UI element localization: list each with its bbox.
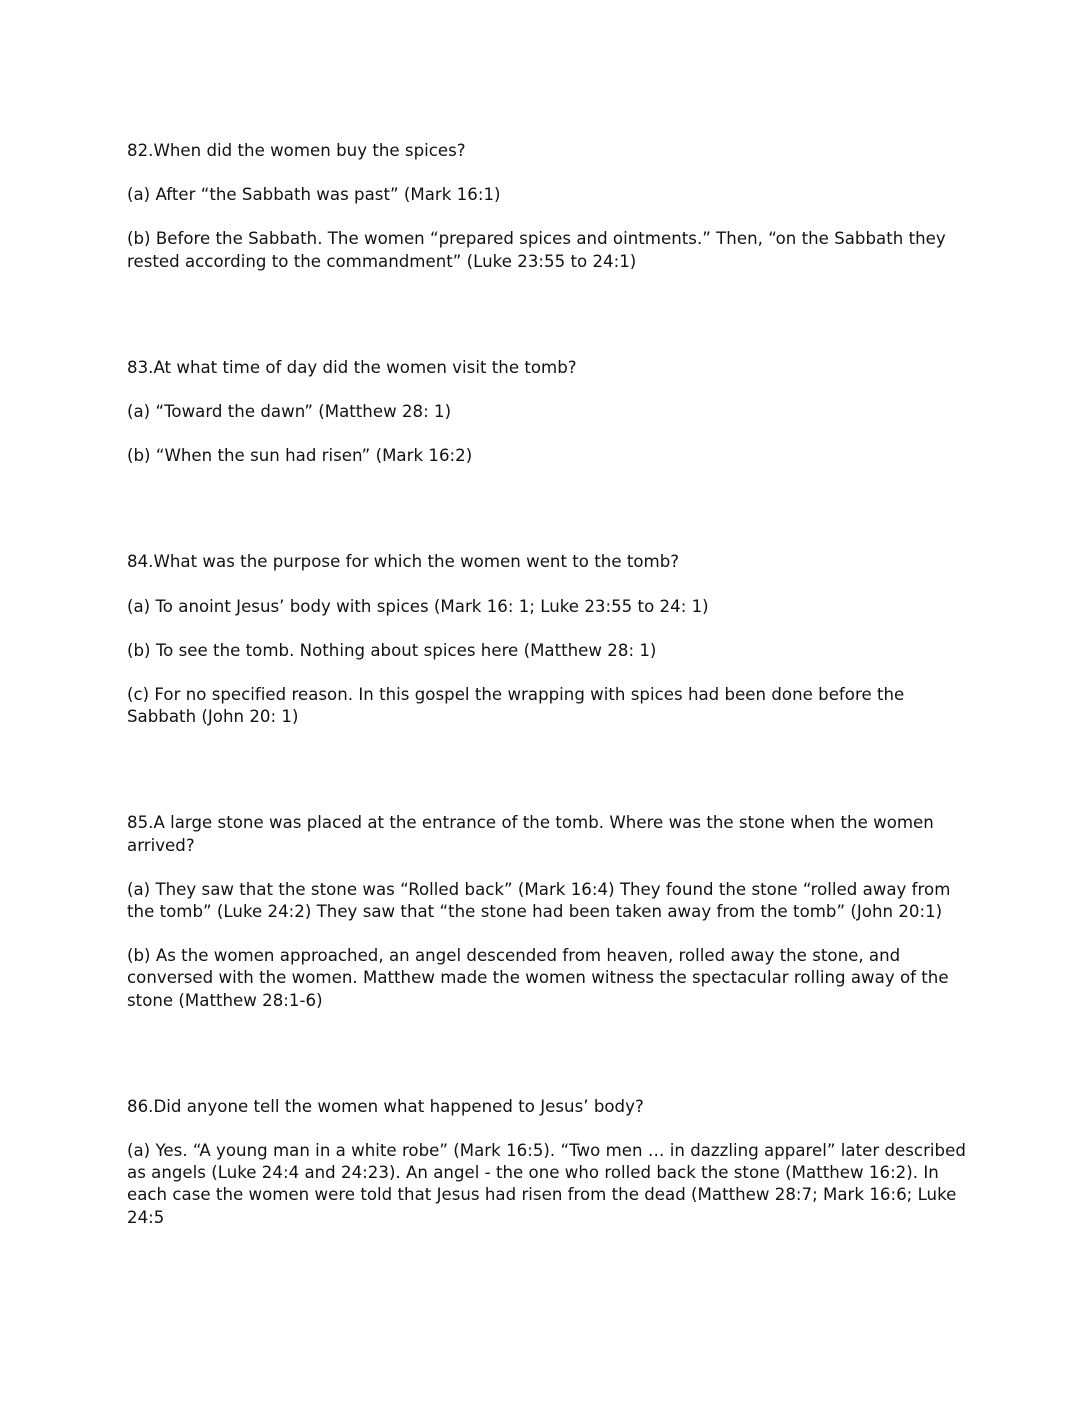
qa-block-83: [127, 357, 967, 468]
question-text: 85.A large stone was placed at the entrance of the tomb. Where was the stone when the women arrived?: [127, 813, 934, 855]
answer-text-a: (a) To anoint Jesus’ body with spices (Mark 16: 1; Luke 23:55 to 24: 1): [127, 596, 709, 616]
question-text: 84.What was the purpose for which the women went to the tomb?: [127, 552, 680, 572]
qa-block-84: [127, 551, 967, 728]
answer-text-b: (b) “When the sun had risen” (Mark 16:2): [127, 446, 473, 466]
answer-text-c: (c) For no specified reason. In this gospel the wrapping with spices had been done before the Sabbath (John 20: 1): [127, 685, 905, 727]
answer-text-a: (a) Yes. “A young man in a white robe” (Mark 16:5). “Two men … in dazzling apparel” later described as angels (Luke 24:4 and 24:23). An angel - the one who rolled back the stone (Matthew 16:2). In each case the women were told that Jesus had risen from the dead (Matthew 28:7; Mark 16:6; Luke 24:5: [127, 1141, 966, 1227]
text-column: [127, 140, 967, 1229]
answer-text-a: (a) “Toward the dawn” (Matthew 28: 1): [127, 402, 452, 422]
answer-text-b: (b) To see the tomb. Nothing about spices here (Matthew 28: 1): [127, 640, 657, 660]
question-text: 82.When did the women buy the spices?: [127, 141, 466, 160]
qa-block-82: [127, 140, 967, 273]
answer-text-b: (b) As the women approached, an angel descended from heaven, rolled away the stone, and conversed with the women. Matthew made the women witness the spectacular rolling away of the stone (Matthew 28:1-6): [127, 946, 949, 1010]
answer-text-b: (b) Before the Sabbath. The women “prepared spices and ointments.” Then, “on the Sabbath they rested according to the commandment” (Luke 23:55 to 24:1): [127, 229, 946, 271]
answer-text-a: (a) They saw that the stone was “Rolled back” (Mark 16:4) They found the stone “rolled away from the tomb” (Luke 24:2) They saw that “the stone had been taken away from the tomb” (John 20:1): [127, 879, 951, 922]
qa-block-85: [127, 812, 967, 1011]
qa-block-86: [127, 1096, 967, 1229]
answer-text-a: (a) After “the Sabbath was past” (Mark 16:1): [127, 185, 501, 205]
question-text: 86.Did anyone tell the women what happened to Jesus’ body?: [127, 1096, 644, 1116]
question-text: 83.At what time of day did the women visit the tomb?: [127, 357, 577, 377]
